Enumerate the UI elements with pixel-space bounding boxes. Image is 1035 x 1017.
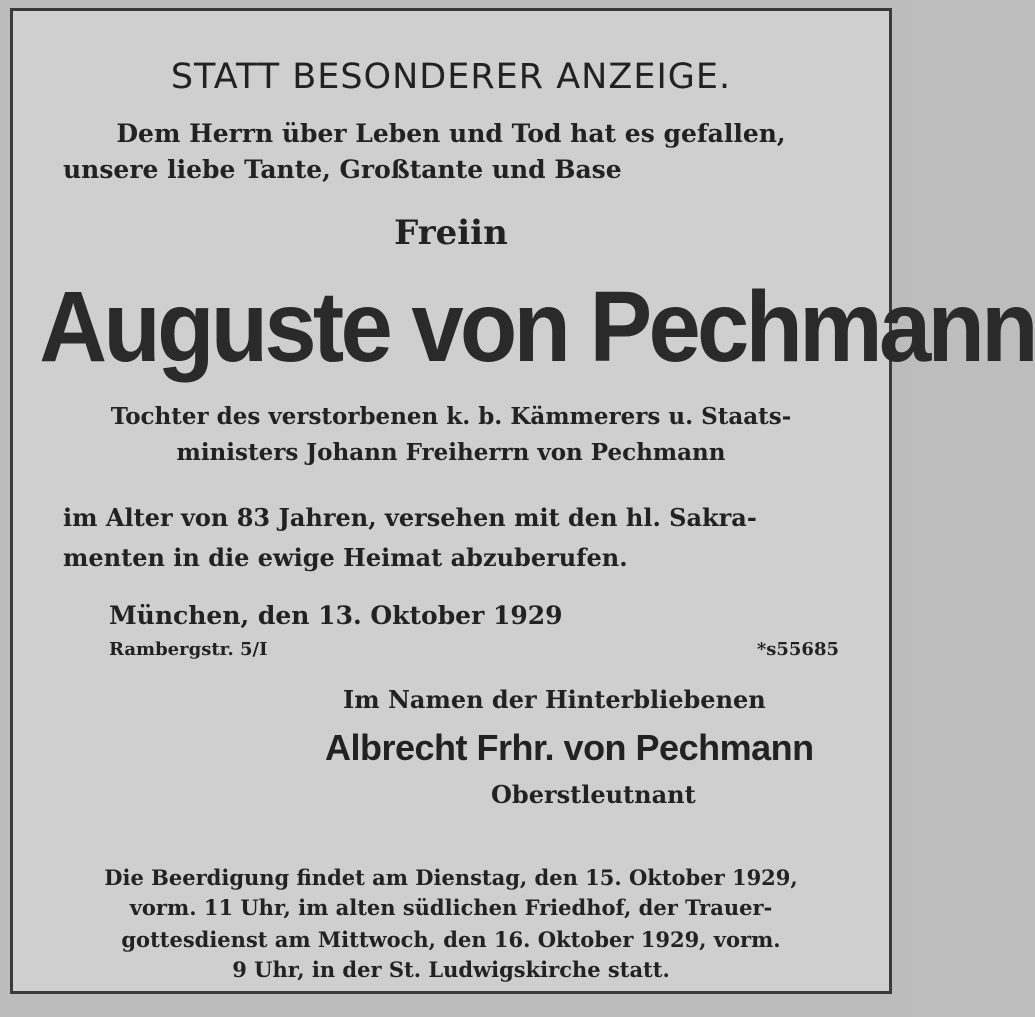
- funeral-line-3: gottesdienst am Mittwoch, den 16. Oktober 1929, vorm.: [121, 927, 781, 952]
- funeral-line-1: Die Beerdigung findet am Dienstag, den 15. Oktober 1929,: [104, 865, 798, 890]
- notice-header: STATT BESONDERER ANZEIGE.: [170, 57, 732, 97]
- address: Rambergstr. 5/I: [109, 639, 268, 660]
- signatory-name: Albrecht Frhr. von Pechmann: [325, 727, 814, 768]
- age-line-2: menten in die ewige Heimat abzuberufen.: [63, 543, 628, 572]
- place-date: München, den 13. Oktober 1929: [109, 601, 563, 630]
- intro-line-1: Dem Herrn über Leben und Tod hat es gefallen,: [116, 119, 786, 148]
- signatory-rank: Oberstleutnant: [491, 780, 696, 809]
- ad-number: *s55685: [756, 639, 839, 660]
- deceased-name: Auguste von Pechmann: [39, 271, 1035, 383]
- title-prefix: Freiin: [394, 213, 508, 253]
- on-behalf-line: Im Namen der Hinterbliebenen: [343, 685, 766, 714]
- death-notice: [10, 8, 1035, 994]
- funeral-line-2: vorm. 11 Uhr, im alten südlichen Friedhof, der Trauer-: [129, 895, 773, 920]
- parent-line-2: ministers Johann Freiherrn von Pechmann: [176, 439, 726, 466]
- funeral-line-4: 9 Uhr, in der St. Ludwigskirche statt.: [232, 957, 670, 982]
- age-line-1: im Alter von 83 Jahren, versehen mit den hl. Sakra-: [63, 503, 757, 532]
- intro-line-2: unsere liebe Tante, Großtante und Base: [63, 155, 622, 184]
- parent-line-1: Tochter des verstorbenen k. b. Kämmerers u. Staats-: [110, 403, 792, 430]
